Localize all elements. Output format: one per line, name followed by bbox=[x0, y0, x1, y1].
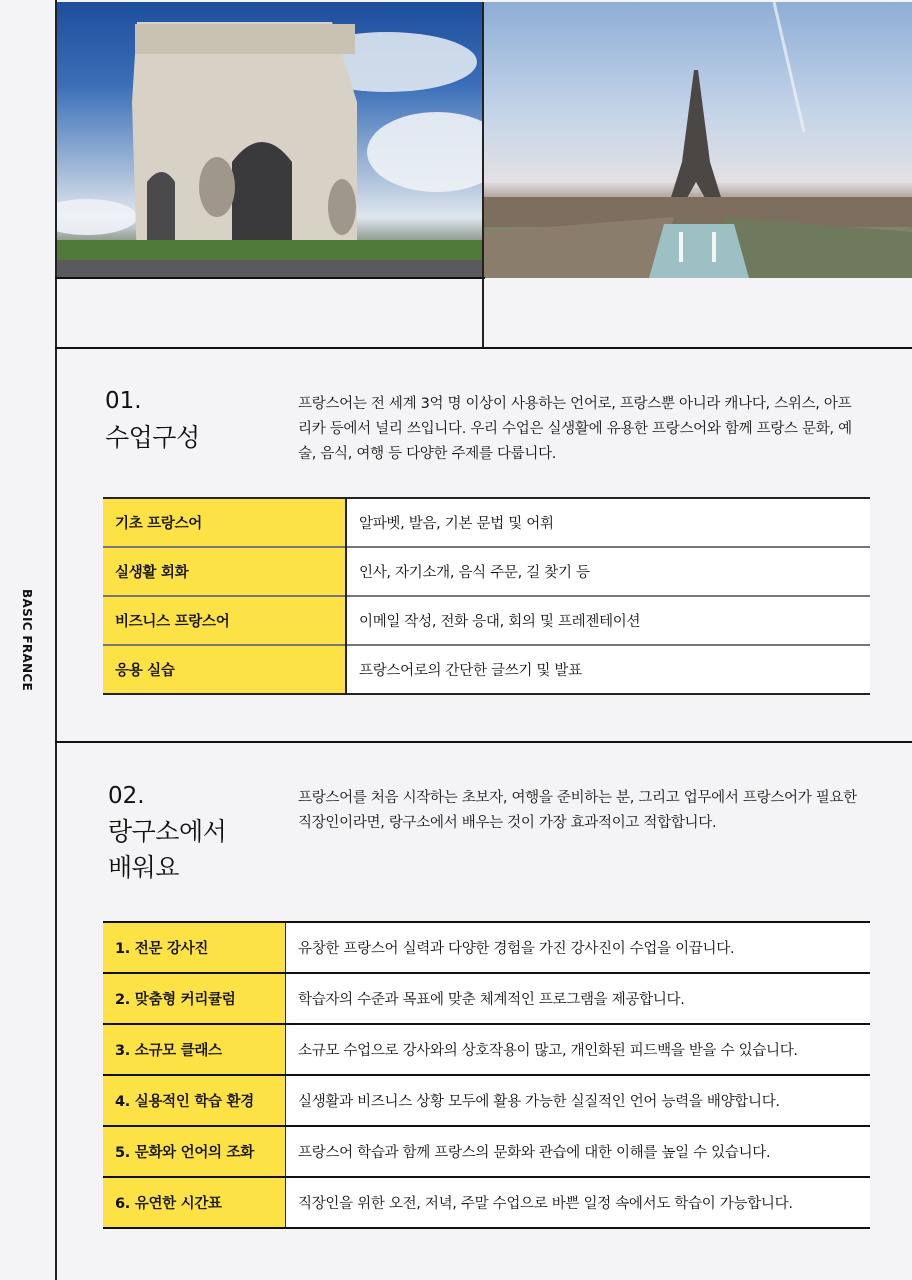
row-value: 직장인을 위한 오전, 저녁, 주말 수업으로 바쁜 일정 속에서도 학습이 가능합니다. bbox=[286, 1177, 871, 1228]
section2-title-line1: 랑구소에서 bbox=[108, 817, 227, 846]
section1-number: 01. bbox=[105, 388, 142, 414]
row-value: 이메일 작성, 전화 응대, 회의 및 프레젠테이션 bbox=[346, 596, 870, 645]
section1-title: 수업구성 bbox=[105, 423, 200, 452]
row-key: 6. 유연한 시간표 bbox=[103, 1177, 286, 1228]
row-value: 실생활과 비즈니스 상황 모두에 활용 가능한 실질적인 언어 능력을 배양합니다. bbox=[286, 1075, 871, 1126]
table-row bbox=[103, 645, 870, 694]
row-value: 알파벳, 발음, 기본 문법 및 어휘 bbox=[359, 516, 554, 532]
section1-description: 프랑스어는 전 세계 3억 명 이상이 사용하는 언어로, 프랑스뿐 아니라 캐나다, 스위스, 아프리카 등에서 널리 쓰입니다. 우리 수업은 실생활에 유용한 프랑스어와 함께 프랑스 문화, 예술, 음식, 여행 등 다양한 주제를 다룹니다. bbox=[298, 396, 852, 462]
row-value: 유창한 프랑스어 실력과 다양한 경험을 가진 강사진이 수업을 이끕니다. bbox=[298, 941, 735, 957]
row-value: 인사, 자기소개, 음식 주문, 길 찾기 등 bbox=[346, 547, 870, 596]
benefits-table bbox=[103, 921, 870, 1229]
photo-column-divider bbox=[482, 2, 484, 348]
section2-number: 02. bbox=[108, 783, 145, 809]
table-row bbox=[103, 596, 870, 645]
brand-vertical-label: BASIC FRANCE bbox=[20, 589, 34, 691]
section2-title-line2: 배워요 bbox=[108, 853, 179, 882]
row-key: 1. 전문 강사진 bbox=[103, 922, 286, 973]
table-row bbox=[103, 973, 870, 1024]
row-value: 프랑스어 학습과 함께 프랑스의 문화와 관습에 대한 이해를 높일 수 있습니다. bbox=[286, 1126, 871, 1177]
section-divider-1 bbox=[55, 347, 912, 349]
row-value: 프랑스어로의 간단한 글쓰기 및 발표 bbox=[346, 645, 870, 694]
section2-description: 프랑스어를 처음 시작하는 초보자, 여행을 준비하는 분, 그리고 업무에서 프랑스어가 필요한 직장인이라면, 랑구소에서 배우는 것이 가장 효과적이고 적합합니다. bbox=[298, 790, 857, 831]
table-row bbox=[103, 1177, 870, 1228]
row-key: 비즈니스 프랑스어 bbox=[103, 596, 346, 645]
row-key: 실생활 회화 bbox=[103, 547, 346, 596]
row-value: 학습자의 수준과 목표에 맞춘 체계적인 프로그램을 제공합니다. bbox=[286, 973, 871, 1024]
row-key: 5. 문화와 언어의 조화 bbox=[103, 1126, 286, 1177]
row-key: 2. 맞춤형 커리큘럼 bbox=[103, 973, 286, 1024]
arc-de-triomphe-photo bbox=[57, 2, 482, 278]
row-value: 소규모 수업으로 강사와의 상호작용이 많고, 개인화된 피드백을 받을 수 있습니다. bbox=[286, 1024, 871, 1075]
row-key: 3. 소규모 클래스 bbox=[103, 1024, 286, 1075]
table-row bbox=[103, 1075, 870, 1126]
table-row bbox=[103, 1126, 870, 1177]
table-row bbox=[103, 1024, 870, 1075]
section-divider-2 bbox=[55, 741, 912, 743]
course-structure-table bbox=[103, 497, 870, 695]
table-row bbox=[103, 922, 870, 973]
photo-divider-line bbox=[55, 277, 485, 279]
row-key: 응용 실습 bbox=[103, 645, 346, 694]
table-row bbox=[103, 547, 870, 596]
eiffel-tower-photo bbox=[484, 2, 912, 278]
row-key: 기초 프랑스어 bbox=[103, 498, 346, 547]
row-key: 4. 실용적인 학습 환경 bbox=[103, 1075, 286, 1126]
table-row bbox=[103, 498, 870, 547]
